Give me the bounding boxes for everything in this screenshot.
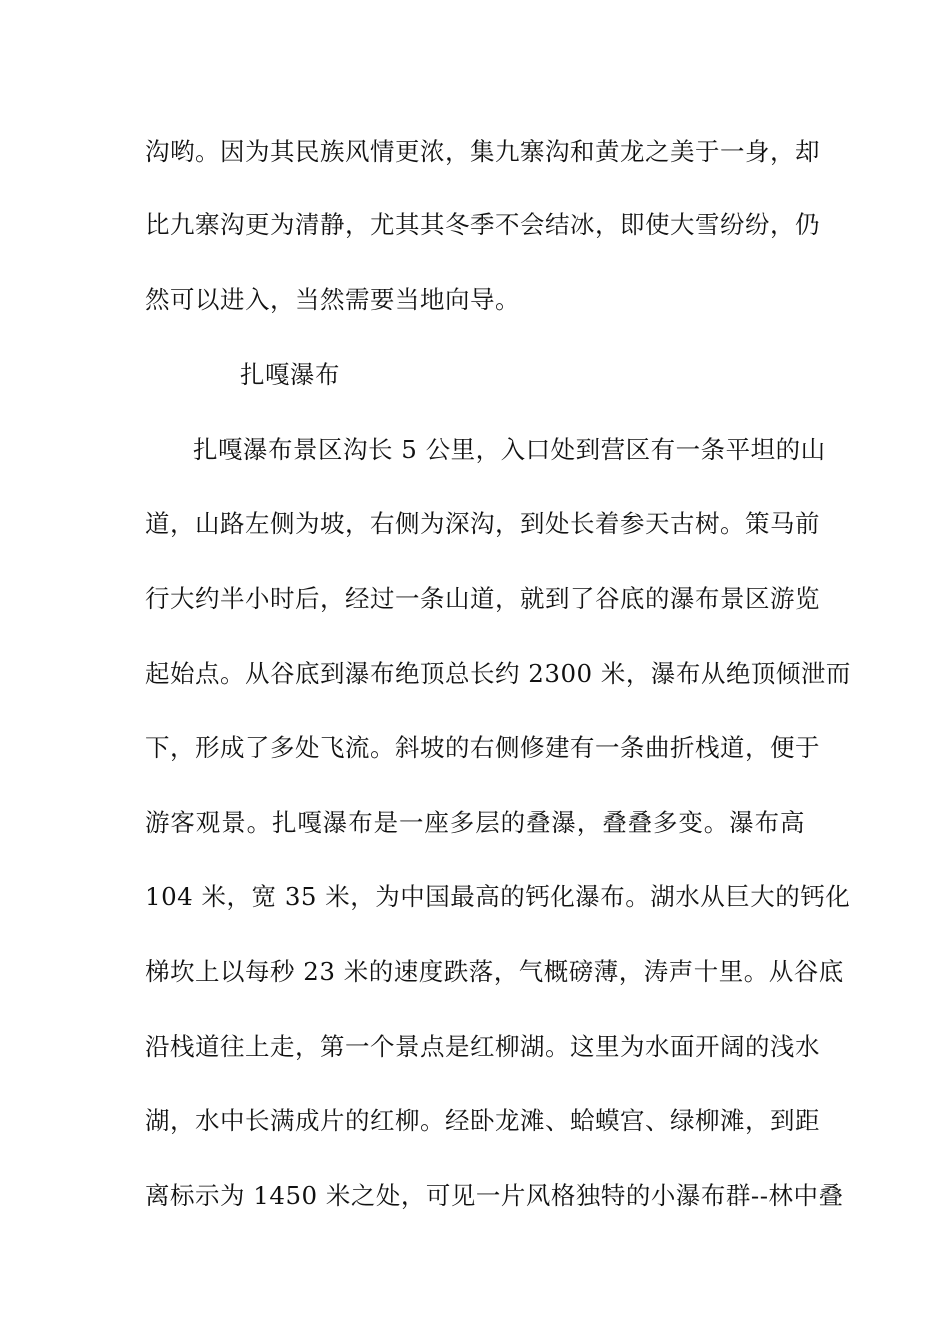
paragraph-line: 然可以进入，当然需要当地向导。 (145, 285, 520, 314)
paragraph-line: 104 米，宽 35 米，为中国最高的钙化瀑布。湖水从巨大的钙化 (145, 882, 851, 911)
section-heading: 扎嘎瀑布 (240, 360, 340, 389)
paragraph-line: 沟哟。因为其民族风情更浓，集九寨沟和黄龙之美于一身，却 (145, 137, 820, 166)
paragraph-line: 沿栈道往上走，第一个景点是红柳湖。这里为水面开阔的浅水 (145, 1032, 820, 1061)
paragraph-line: 梯坎上以每秒 23 米的速度跌落，气概磅薄，涛声十里。从谷底 (145, 957, 844, 986)
paragraph-line: 游客观景。扎嘎瀑布是一座多层的叠瀑，叠叠多变。瀑布高 (145, 808, 805, 837)
paragraph-line: 起始点。从谷底到瀑布绝顶总长约 2300 米，瀑布从绝顶倾泄而 (145, 659, 851, 688)
paragraph-line: 离标示为 1450 米之处，可见一片风格独特的小瀑布群--林中叠 (145, 1181, 844, 1210)
paragraph-line: 比九寨沟更为清静，尤其其冬季不会结冰，即使大雪纷纷，仍 (145, 210, 820, 239)
paragraph-line: 行大约半小时后，经过一条山道，就到了谷底的瀑布景区游览 (145, 584, 820, 613)
paragraph-line: 道，山路左侧为坡，右侧为深沟，到处长着参天古树。策马前 (145, 509, 820, 538)
paragraph-line: 下，形成了多处飞流。斜坡的右侧修建有一条曲折栈道，便于 (145, 733, 820, 762)
paragraph-line: 湖，水中长满成片的红柳。经卧龙滩、蛤蟆宫、绿柳滩，到距 (145, 1106, 820, 1135)
paragraph-line: 扎嘎瀑布景区沟长 5 公里，入口处到营区有一条平坦的山 (193, 435, 826, 464)
